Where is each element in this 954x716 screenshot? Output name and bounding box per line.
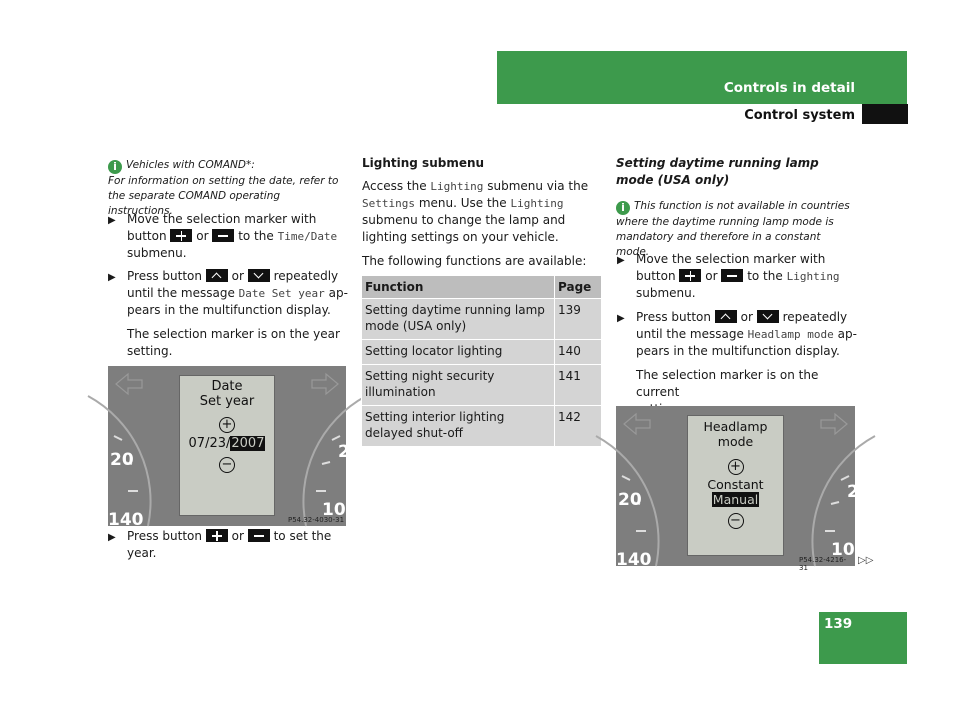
plus-button-icon (679, 269, 701, 282)
gauge-label: 140 (616, 550, 652, 570)
page-cell: 141 (555, 365, 602, 406)
display-line: Date (211, 379, 243, 394)
plus-button-icon (170, 229, 192, 242)
plus-button-icon (206, 529, 228, 542)
functions-intro: The following functions are available: (362, 254, 587, 268)
body-text: Access the (362, 179, 427, 193)
down-button-icon (248, 269, 270, 282)
table-header (362, 276, 602, 299)
result-text: The selection marker is on the current (636, 368, 819, 399)
step-text: to the (747, 269, 783, 283)
multifunction-display (179, 375, 275, 516)
body-text: submenu via the (487, 179, 589, 193)
lighting-intro (362, 178, 602, 246)
step-text: to the (238, 229, 274, 243)
step-text: until the message (636, 327, 744, 341)
result-text: The selection marker is on the year (127, 327, 340, 341)
instrument-cluster-figure (616, 406, 859, 572)
comand-note (108, 158, 346, 219)
gauge-label: 140 (108, 510, 144, 530)
header-band (497, 51, 907, 104)
page-number: 139 (824, 616, 853, 632)
left-result (127, 326, 352, 360)
plus-circle-icon: + (219, 417, 235, 433)
left-step-3 (108, 528, 352, 562)
step-text: repeatedly (273, 269, 339, 283)
step-text: or (231, 529, 244, 543)
plus-circle-icon: + (728, 459, 744, 475)
display-line: Headlamp (703, 419, 768, 434)
gauge-label: 2 (847, 482, 859, 502)
step-text: or (196, 229, 209, 243)
menu-name: Lighting (786, 270, 840, 283)
result-text: setting. (127, 344, 173, 358)
down-button-icon (757, 310, 779, 323)
step-text: button (636, 269, 676, 283)
function-cell: Setting locator lighting (362, 340, 555, 365)
gauge-label: 2 (338, 442, 350, 462)
up-button-icon (715, 310, 737, 323)
step-text: Move the selection marker with (127, 212, 317, 226)
display-selected: Manual (712, 492, 759, 507)
continue-arrows-icon: ▷▷ (858, 555, 874, 566)
display-message: Headlamp mode (747, 328, 834, 341)
bullet-icon: ▶ (108, 532, 116, 543)
table-row (362, 299, 602, 340)
minus-button-icon (212, 229, 234, 242)
step-text: Move the selection marker with (636, 252, 826, 266)
display-line: Constant (707, 477, 764, 492)
minus-button-icon (721, 269, 743, 282)
lighting-heading: Lighting submenu (362, 156, 485, 170)
up-button-icon (206, 269, 228, 282)
body-text: submenu to change the lamp and lighting settings on your vehicle. (362, 213, 566, 244)
info-icon: i (108, 160, 122, 174)
table-row (362, 406, 602, 447)
menu-name: Lighting (510, 197, 564, 210)
display-date: 07/23/ (188, 436, 231, 451)
step-text: submenu. (636, 286, 696, 300)
step-text: submenu. (127, 246, 187, 260)
section-subtitle: Control system (744, 108, 855, 123)
note-title: Vehicles with COMAND*: (126, 159, 255, 171)
page-cell: 140 (555, 340, 602, 365)
menu-name: Settings (362, 197, 415, 210)
right-step-2 (617, 309, 861, 360)
menu-name: Lighting (430, 180, 484, 193)
menu-name: Time/Date (277, 230, 338, 243)
step-text: year. (127, 546, 157, 560)
gauge-label: 20 (618, 490, 642, 510)
body-text: menu. Use the (418, 196, 507, 210)
step-text: button (127, 229, 167, 243)
display-message: Date Set year (238, 287, 325, 300)
function-cell: Setting daytime running lamp mode (USA only) (362, 299, 555, 340)
display-line: mode (717, 434, 754, 449)
header-marker (862, 104, 908, 124)
column-header: Page (555, 276, 602, 299)
bullet-icon: ▶ (108, 215, 116, 226)
step-text: ap- (837, 327, 857, 341)
minus-button-icon (248, 529, 270, 542)
right-step-1 (617, 251, 861, 302)
step-text: or (740, 310, 753, 324)
page-cell: 142 (555, 406, 602, 447)
step-text: Press button (127, 269, 202, 283)
multifunction-display (687, 415, 784, 556)
figure-label: P54.32-4030-31 (288, 516, 345, 524)
column-header: Function (362, 276, 555, 299)
gauge-label: 10 (322, 500, 346, 520)
figure-label: P54.32-4216-31 (799, 556, 847, 572)
drl-heading: Setting daytime running lamp mode (USA only) (616, 156, 819, 187)
gauge-label: 20 (110, 450, 134, 470)
minus-circle-icon: − (219, 457, 235, 473)
table-row (362, 365, 602, 406)
step-text: Press button (636, 310, 711, 324)
page-cell: 139 (555, 299, 602, 340)
table-row (362, 340, 602, 365)
function-cell: Setting night security illumination (362, 365, 555, 406)
function-cell: Setting interior lighting delayed shut-off (362, 406, 555, 447)
step-text: Press button (127, 529, 202, 543)
left-step-2 (108, 268, 352, 319)
bullet-icon: ▶ (617, 255, 625, 266)
display-selected: 2007 (231, 436, 265, 451)
step-text: or (231, 269, 244, 283)
note-body: For information on setting the date, refer to the separate COMAND operating instructions. (108, 175, 339, 217)
section-title: Controls in detail (723, 80, 855, 96)
gauge-label: 10 (831, 540, 855, 560)
step-text: pears in the multifunction display. (636, 344, 840, 358)
minus-circle-icon: − (728, 513, 744, 529)
note-body: This function is not available in countries where the daytime running lamp mode is mandatory and therefore in a constant mode. (616, 200, 850, 258)
step-text: or (705, 269, 718, 283)
display-line: Set year (199, 394, 255, 409)
functions-table (361, 275, 602, 447)
step-text: ap- (328, 286, 348, 300)
step-text: to set the (273, 529, 332, 543)
step-text: repeatedly (782, 310, 848, 324)
step-text: pears in the multifunction display. (127, 303, 331, 317)
left-step-1 (108, 211, 352, 262)
bullet-icon: ▶ (617, 313, 625, 324)
instrument-cluster-figure (108, 366, 350, 530)
bullet-icon: ▶ (108, 272, 116, 283)
info-icon: i (616, 201, 630, 215)
step-text: until the message (127, 286, 235, 300)
